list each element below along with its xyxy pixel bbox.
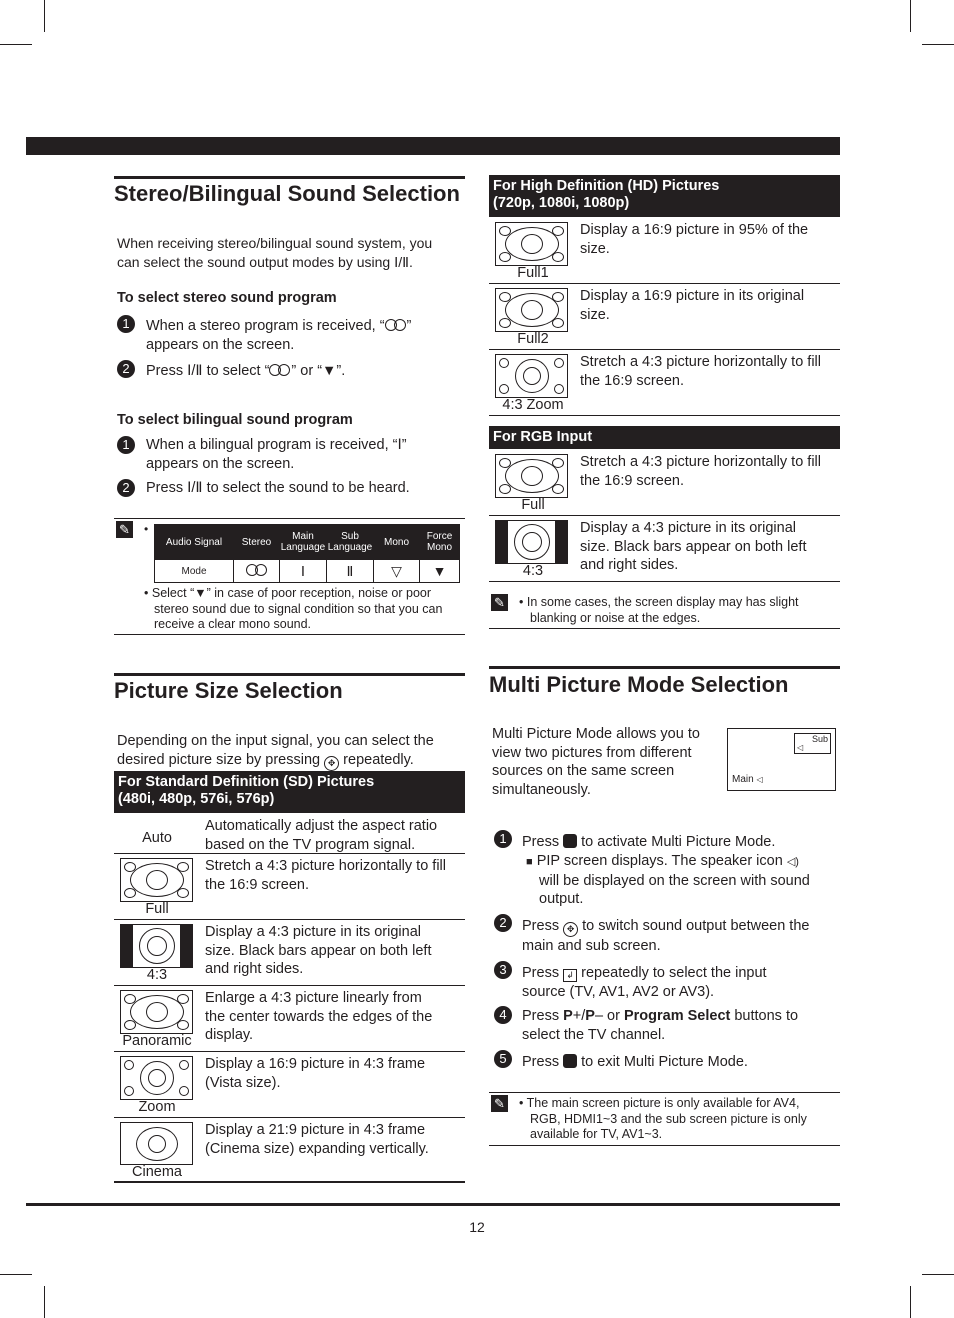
picture-shape xyxy=(124,1020,136,1030)
table-cell: Ⅰ xyxy=(280,560,327,583)
intro-line: Multi Picture Mode allows you to xyxy=(492,726,700,742)
picture-shape xyxy=(499,292,511,302)
picture-shape xyxy=(521,234,543,254)
multi-step-1-bullet xyxy=(526,852,810,909)
header-line: For Standard Definition (SD) Pictures xyxy=(118,774,375,790)
table-cell: ▽ xyxy=(374,560,420,583)
description-line: based on the TV program signal. xyxy=(205,836,416,853)
intro-line: can select the sound output modes by using Ⅰ/Ⅱ. xyxy=(117,253,413,270)
table-cell: ▼ xyxy=(420,560,460,583)
picture-shape xyxy=(121,925,133,967)
step-text: ” xyxy=(406,318,412,334)
description-line: the center towards the edges of the xyxy=(205,1008,433,1025)
description-line: Stretch a 4:3 picture horizontally to fill xyxy=(580,354,821,370)
picture-shape xyxy=(179,1086,189,1096)
picture-shape xyxy=(179,1060,189,1070)
step-text: Program Select xyxy=(623,1008,731,1024)
picture-shape xyxy=(521,466,543,486)
row-description xyxy=(580,353,821,390)
speaker-icon: ◁ xyxy=(797,743,804,752)
step-text: When a bilingual program is received, “Ⅰ” xyxy=(146,437,407,453)
description-line: (Vista size). xyxy=(205,1074,281,1091)
picture-shape xyxy=(552,226,564,236)
step-text: to exit Multi Picture Mode. xyxy=(581,1054,748,1070)
pip-sub-window xyxy=(794,733,831,754)
note-line: RGB, HDMI1~3 and the sub screen picture is only xyxy=(530,1111,807,1126)
picture-shape xyxy=(146,1002,168,1022)
picture-shape xyxy=(521,300,543,320)
row-label: Full2 xyxy=(517,331,549,347)
picture-shape xyxy=(552,292,564,302)
hd-header xyxy=(489,175,840,217)
step-text: appears on the screen. xyxy=(146,336,295,353)
picture-shape xyxy=(496,521,508,563)
row-label: 4:3 xyxy=(522,563,544,579)
stereo-step-2 xyxy=(146,362,345,381)
speaker-icon: ◁) xyxy=(786,856,799,868)
picture-shape xyxy=(499,358,509,368)
multi-intro xyxy=(492,725,700,799)
picture-size-key-icon: ✥ xyxy=(324,756,339,771)
step-text: Press xyxy=(522,834,560,850)
crop-mark xyxy=(0,44,32,45)
picture-shape xyxy=(147,936,167,956)
multi-step-3 xyxy=(522,964,767,1001)
picture-shape xyxy=(522,532,542,552)
picture-shape xyxy=(148,1135,166,1153)
picture-shape xyxy=(499,226,511,236)
table-header: Stereo xyxy=(234,525,280,560)
note-text: Select “▼” in case of poor reception, noise or poor xyxy=(151,586,432,600)
picture-size-title: Picture Size Selection xyxy=(114,678,343,703)
multi-note xyxy=(519,1096,807,1143)
step-number: 3 xyxy=(494,961,512,979)
intro-line xyxy=(117,751,434,771)
step-number: 1 xyxy=(117,436,135,454)
note-line: receive a clear mono sound. xyxy=(154,617,312,631)
multi-step-1 xyxy=(522,833,775,852)
divider xyxy=(489,1092,840,1093)
step-number: 2 xyxy=(494,914,512,932)
header-line: (720p, 1080i, 1080p) xyxy=(493,195,630,211)
table-header: Sub Language xyxy=(327,525,374,560)
bilingual-heading: To select bilingual sound program xyxy=(117,412,353,428)
note-line: available for TV, AV1~3. xyxy=(530,1127,663,1141)
description-line: Display a 16:9 picture in 95% of the xyxy=(580,222,809,238)
step-line xyxy=(522,964,767,983)
row-label: Auto xyxy=(142,830,172,846)
description-line: size. xyxy=(580,306,610,323)
row-description xyxy=(205,1055,425,1092)
divider xyxy=(114,518,465,519)
step-number: 5 xyxy=(494,1050,512,1068)
row-label: 4:3 xyxy=(146,967,168,983)
step-number: 2 xyxy=(117,479,135,497)
step-line xyxy=(522,1053,748,1072)
step-text: ” or “▼”. xyxy=(291,363,346,379)
bilingual-step-1 xyxy=(146,436,407,473)
note-line: • The main screen picture is only available for AV4, xyxy=(519,1096,800,1110)
description-line: Stretch a 4:3 picture horizontally to fill xyxy=(205,858,446,874)
picture-shape xyxy=(499,252,511,262)
description-line: Stretch a 4:3 picture horizontally to fill xyxy=(580,454,821,470)
description-line: Display a 21:9 picture in 4:3 frame xyxy=(205,1122,426,1138)
step-line xyxy=(522,917,809,937)
intro-text: desired picture size by pressing xyxy=(117,751,321,768)
step-text: to activate Multi Picture Mode. xyxy=(581,834,776,850)
picture-size-key-icon: ✥ xyxy=(563,922,578,937)
picture-size-diagram-icon xyxy=(120,990,193,1034)
square-bullet-icon: ■ xyxy=(526,856,533,868)
header-bar xyxy=(26,137,840,155)
picture-shape xyxy=(554,358,564,368)
step-text: to switch sound output between the xyxy=(582,918,810,934)
picture-shape xyxy=(146,870,168,890)
table-row-label: Mode xyxy=(155,560,234,583)
header-line: (480i, 480p, 576i, 576p) xyxy=(118,791,275,807)
bullet-text: output. xyxy=(539,891,584,907)
description-line: size. Black bars appear on both left xyxy=(580,538,807,555)
step-text: When a stereo program is received, “ xyxy=(146,318,385,334)
picture-shape xyxy=(124,994,136,1004)
step-number: 2 xyxy=(117,360,135,378)
step-text: Press xyxy=(522,965,560,981)
pip-main-label xyxy=(732,774,763,785)
row-label: Full xyxy=(145,901,169,917)
note-line: • Select “▼” in case of poor reception, noise or poor xyxy=(144,586,432,600)
description-line: and right sides. xyxy=(205,961,304,977)
step-text: P xyxy=(585,1008,595,1024)
step-text: Press xyxy=(522,1054,560,1070)
description-line: size. Black bars appear on both left xyxy=(205,942,432,959)
bullet-text: PIP screen displays. The speaker icon xyxy=(536,853,783,869)
main-label: Main xyxy=(732,774,754,785)
row-description xyxy=(580,221,808,258)
step-text: Press xyxy=(522,918,560,934)
step-number: 1 xyxy=(117,315,135,333)
crop-mark xyxy=(922,44,954,45)
description-line: Display a 4:3 picture in its original xyxy=(580,520,796,536)
description-line: (Cinema size) expanding vertically. xyxy=(205,1140,429,1157)
row-description xyxy=(205,989,432,1045)
step-text: Press Ⅰ/Ⅱ to select “ xyxy=(146,363,270,379)
step-text: select the TV channel. xyxy=(522,1026,666,1043)
picture-size-diagram-icon xyxy=(120,924,193,968)
intro-line: When receiving stereo/bilingual sound system, you xyxy=(117,235,433,251)
description-line: the 16:9 screen. xyxy=(205,876,309,893)
picture-size-diagram-icon xyxy=(120,1056,193,1100)
bilingual-step-2: Press Ⅰ/Ⅱ to select the sound to be heard. xyxy=(146,480,410,496)
note-line: stereo sound due to signal condition so that you can xyxy=(154,601,443,616)
picture-size-diagram-icon xyxy=(495,288,568,332)
crop-mark xyxy=(44,1286,45,1318)
stereo-icon xyxy=(246,564,268,576)
bullet-line xyxy=(526,852,810,872)
description-line: size. xyxy=(580,240,610,257)
step-text: +/ xyxy=(572,1008,586,1024)
step-text: repeatedly to select the input xyxy=(581,965,767,981)
picture-size-diagram-icon xyxy=(120,858,193,902)
note-line: blanking or noise at the edges. xyxy=(530,610,701,625)
note-text: In some cases, the screen display may has slight xyxy=(526,595,799,609)
picture-shape xyxy=(499,384,509,394)
divider xyxy=(489,628,840,629)
rgb-header: For RGB Input xyxy=(489,426,840,449)
picture-size-diagram-icon xyxy=(495,354,568,398)
description-line: Automatically adjust the aspect ratio xyxy=(205,818,438,834)
picture-size-note xyxy=(519,595,799,626)
row-description xyxy=(205,923,432,979)
picture-shape xyxy=(523,367,541,385)
picture-shape xyxy=(177,888,189,898)
stereo-step-1 xyxy=(146,317,411,354)
step-number: 1 xyxy=(494,830,512,848)
multi-picture-title: Multi Picture Mode Selection xyxy=(489,672,789,697)
input-key-icon: ↲ xyxy=(563,969,577,982)
step-text: buttons to xyxy=(730,1008,799,1024)
picture-shape xyxy=(552,458,564,468)
step-text: – or xyxy=(594,1008,624,1024)
table-header: Audio Signal xyxy=(155,525,234,560)
picture-shape xyxy=(124,1086,134,1096)
picture-size-diagram-icon xyxy=(495,454,568,498)
row-description xyxy=(580,287,804,324)
row-description xyxy=(580,453,821,490)
crop-mark xyxy=(910,0,911,32)
picture-shape xyxy=(552,484,564,494)
footer-rule xyxy=(26,1203,840,1206)
step-number: 4 xyxy=(494,1006,512,1024)
header-line: For High Definition (HD) Pictures xyxy=(493,178,720,194)
description-line: Display a 16:9 picture in 4:3 frame xyxy=(205,1056,426,1072)
crop-mark xyxy=(922,1274,954,1275)
speaker-icon: ◁ xyxy=(756,775,763,784)
pencil-note-icon: ✎ xyxy=(116,521,133,538)
note-text: The main screen picture is only available for AV4, xyxy=(526,1096,800,1110)
picture-shape xyxy=(124,862,136,872)
pip-key-icon xyxy=(563,834,577,848)
divider xyxy=(489,1145,840,1146)
step-text: P xyxy=(563,1008,573,1024)
description-line: Enlarge a 4:3 picture linearly from xyxy=(205,990,422,1006)
picture-shape xyxy=(180,925,192,967)
section-rule xyxy=(114,673,465,676)
picture-shape xyxy=(499,458,511,468)
row-description xyxy=(205,857,446,894)
multi-step-4 xyxy=(522,1007,798,1044)
step-line xyxy=(522,833,775,852)
picture-shape xyxy=(499,484,511,494)
picture-shape xyxy=(554,384,564,394)
stereo-title: Stereo/Bilingual Sound Selection xyxy=(114,181,460,206)
description-line: Display a 4:3 picture in its original xyxy=(205,924,421,940)
picture-size-diagram-icon xyxy=(120,1122,193,1165)
step-text: source (TV, AV1, AV2 or AV3). xyxy=(522,983,715,1000)
row-description xyxy=(205,1121,429,1158)
pencil-note-icon: ✎ xyxy=(491,1095,508,1112)
section-rule xyxy=(489,666,840,669)
row-label: Cinema xyxy=(132,1164,182,1180)
picture-shape xyxy=(177,862,189,872)
picture-size-intro xyxy=(117,732,434,771)
row-label: Zoom xyxy=(138,1099,176,1115)
bullet-text: will be displayed on the screen with sound xyxy=(539,872,810,889)
intro-line: simultaneously. xyxy=(492,781,591,798)
step-text: appears on the screen. xyxy=(146,455,295,472)
intro-line: sources on the same screen xyxy=(492,763,675,779)
picture-shape xyxy=(499,318,511,328)
description-line: the 16:9 screen. xyxy=(580,372,684,389)
step-text: main and sub screen. xyxy=(522,938,661,954)
table-header: Force Mono xyxy=(420,525,460,560)
stereo-icon xyxy=(269,364,291,376)
stereo-icon xyxy=(385,319,407,331)
picture-shape xyxy=(124,888,136,898)
pip-sub-label: Sub xyxy=(811,734,828,744)
picture-shape xyxy=(177,1020,189,1030)
table-header: Mono xyxy=(374,525,420,560)
stereo-heading: To select stereo sound program xyxy=(117,290,337,306)
picture-size-diagram-icon xyxy=(495,520,568,564)
pip-key-icon xyxy=(563,1054,577,1068)
row-label: Full1 xyxy=(517,265,549,281)
picture-shape xyxy=(552,252,564,262)
audio-mode-table xyxy=(154,524,460,583)
step-line xyxy=(522,1007,798,1026)
picture-shape xyxy=(148,1069,166,1087)
row-label: Full xyxy=(521,497,545,513)
divider xyxy=(114,1181,465,1183)
row-description xyxy=(205,817,437,854)
row-label: 4:3 Zoom xyxy=(502,397,564,413)
description-line: display. xyxy=(205,1027,254,1043)
bullet: • xyxy=(144,522,149,536)
multi-step-2 xyxy=(522,917,809,956)
page-number: 12 xyxy=(469,1219,485,1235)
row-description xyxy=(580,519,807,575)
picture-shape xyxy=(177,994,189,1004)
section-rule xyxy=(114,176,465,179)
picture-size-diagram-icon xyxy=(495,222,568,266)
stereo-icon-cell xyxy=(234,560,280,583)
picture-shape xyxy=(124,1060,134,1070)
pip-diagram xyxy=(727,728,836,791)
pencil-note-icon: ✎ xyxy=(491,594,508,611)
multi-step-5 xyxy=(522,1053,748,1072)
note-line: • In some cases, the screen display may has slight xyxy=(519,595,799,609)
picture-shape xyxy=(555,521,567,563)
crop-mark xyxy=(0,1274,32,1275)
stereo-note xyxy=(144,586,442,633)
table-cell: Ⅱ xyxy=(327,560,374,583)
step-text: Press xyxy=(522,1008,564,1024)
table-header: Main Language xyxy=(280,525,327,560)
stereo-intro xyxy=(117,234,432,271)
description-line: Display a 16:9 picture in its original xyxy=(580,288,805,304)
picture-shape xyxy=(552,318,564,328)
intro-text: repeatedly. xyxy=(343,751,414,768)
divider xyxy=(114,634,465,635)
description-line: the 16:9 screen. xyxy=(580,472,684,489)
sd-header xyxy=(114,771,465,813)
intro-line: Depending on the input signal, you can select the xyxy=(117,733,434,749)
crop-mark xyxy=(910,1286,911,1318)
intro-line: view two pictures from different xyxy=(492,744,692,761)
row-label: Panoramic xyxy=(122,1033,192,1049)
description-line: and right sides. xyxy=(580,557,679,573)
crop-mark xyxy=(44,0,45,32)
